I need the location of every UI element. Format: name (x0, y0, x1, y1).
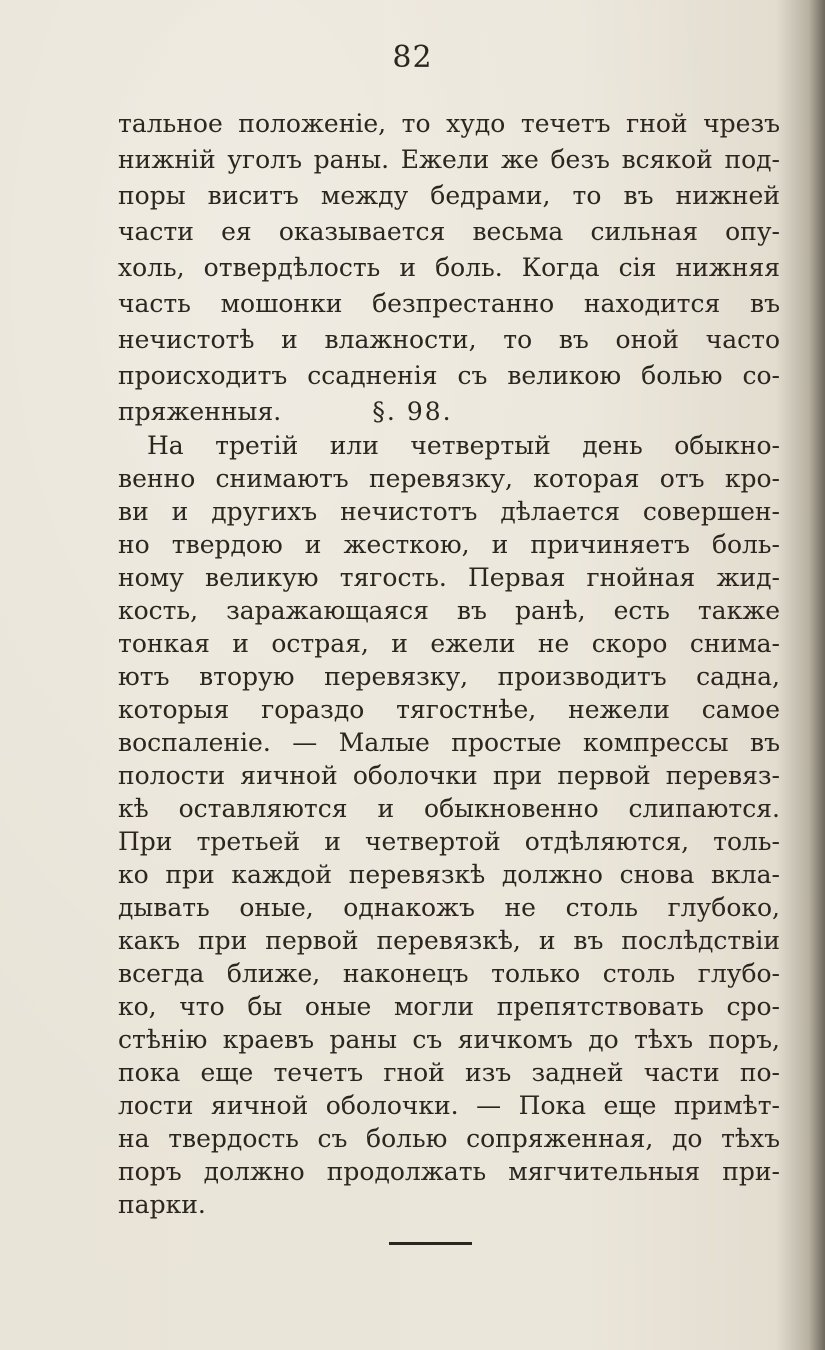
text-line: происходитъ ссадненія съ великою болью со- (118, 361, 780, 390)
text-line: дывать оные, однакожъ не столь глубоко, (118, 893, 780, 922)
text-line: ютъ вторую перевязку, производитъ садна, (118, 662, 780, 691)
text-line: ному великую тягость. Первая гнойная жид- (118, 563, 780, 592)
text-line: нижній уголъ раны. Ежели же безъ всякой под- (118, 145, 780, 174)
text-line: лости яичной оболочки. — Пока еще примѣт- (118, 1091, 780, 1120)
text-line: кость, заражающаяся въ ранѣ, есть также (118, 596, 780, 625)
text-line: на твердость съ болью сопряженная, до тѣхъ (118, 1124, 780, 1153)
text-line: всегда ближе, наконецъ только столь глубо- (118, 959, 780, 988)
text-line: но твердою и жесткою, и причиняетъ боль- (118, 530, 780, 559)
text-line: части ея оказывается весьма сильная опу- (118, 217, 780, 246)
end-rule (389, 1242, 472, 1245)
text-line: При третьей и четвертой отдѣляются, толь- (118, 827, 780, 856)
section-heading: §. 98. (372, 397, 453, 426)
text-line: полости яичной оболочки при первой перевяз- (118, 761, 780, 790)
text-line: пока еще течетъ гной изъ задней части по- (118, 1058, 780, 1087)
text-line: какъ при первой перевязкѣ, и въ послѣдствіи (118, 926, 780, 955)
text-line: часть мошонки безпрестанно находится въ (118, 289, 780, 318)
text-line: холь, отвердѣлость и боль. Когда сія нижняя (118, 253, 780, 282)
text-line: которыя гораздо тягостнѣе, нежели самое (118, 695, 780, 724)
text-line: тонкая и острая, и ежели не скоро снима- (118, 629, 780, 658)
text-line: ко при каждой перевязкѣ должно снова вкла- (118, 860, 780, 889)
text-line: нечистотѣ и влажности, то въ оной часто (118, 325, 780, 354)
text-line: тальное положеніе, то худо течетъ гной чрезъ (118, 109, 780, 138)
text-line: ви и другихъ нечистотъ дѣлается совершен- (118, 497, 780, 526)
text-line: парки. (118, 1190, 206, 1219)
text-line: венно снимаютъ перевязку, которая отъ кро- (118, 464, 780, 493)
text-line: пряженныя. (118, 397, 282, 426)
text-line: стѣнію краевъ раны съ яичкомъ до тѣхъ поръ, (118, 1025, 780, 1054)
text-line: поры виситъ между бедрами, то въ нижней (118, 181, 780, 210)
text-line: На третій или четвертый день обыкно- (147, 431, 780, 460)
text-line: ко, что бы оные могли препятствовать сро- (118, 992, 780, 1021)
text-line: воспаленіе. — Малые простые компрессы въ (118, 728, 780, 757)
page-number: 82 (392, 40, 433, 75)
text-line: поръ должно продолжать мягчительныя при- (118, 1157, 780, 1186)
text-line: кѣ оставляются и обыкновенно слипаются. (118, 794, 780, 823)
